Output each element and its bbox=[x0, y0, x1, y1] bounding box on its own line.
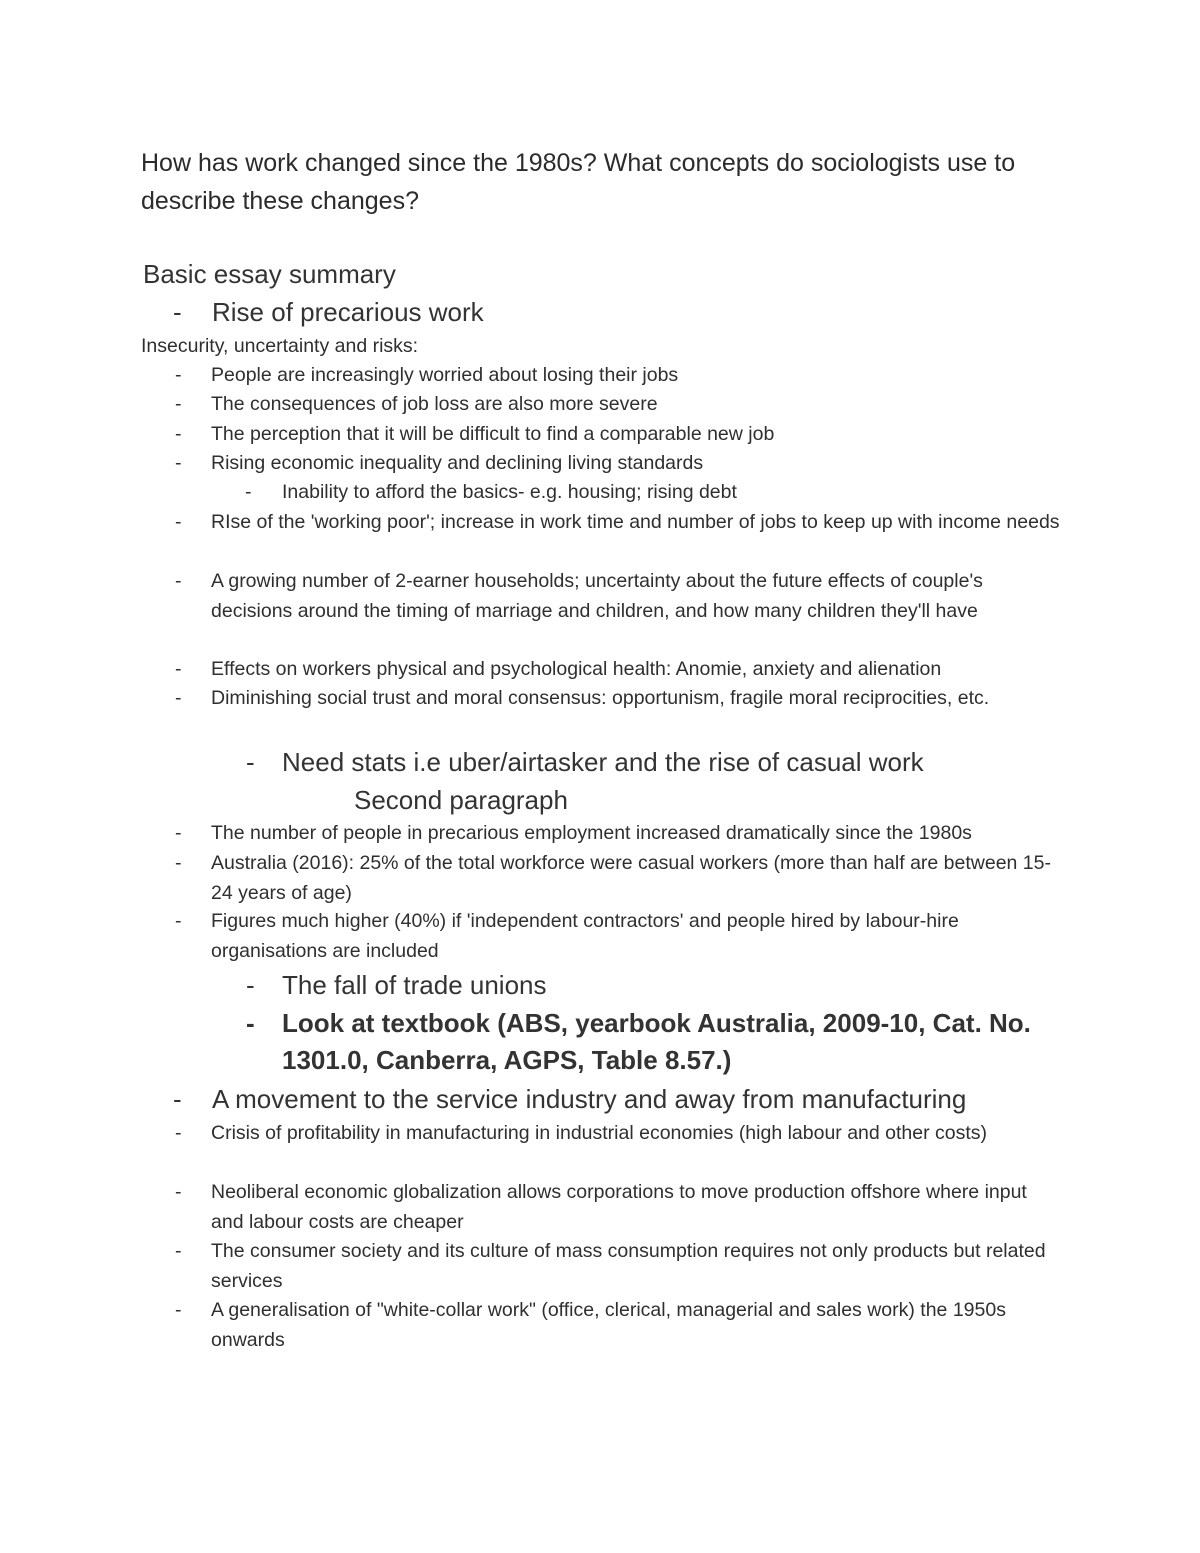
list-item-text: A generalisation of "white-collar work" (office, clerical, managerial and sales work) the 1950s onwards bbox=[211, 1299, 1006, 1351]
list-item-text: The perception that it will be difficult to find a comparable new job bbox=[211, 423, 775, 445]
bullet-dash: - bbox=[175, 423, 182, 445]
bullet-dash: - bbox=[246, 747, 255, 777]
summary-heading: Basic essay summary bbox=[143, 259, 396, 289]
list-item-text: People are increasingly worried about losing their jobs bbox=[211, 364, 679, 386]
second-paragraph-text: Second paragraph bbox=[354, 785, 568, 815]
bullet-dash: - bbox=[246, 970, 255, 1000]
page-title: How has work changed since the 1980s? What concepts do sociologists use to describe these changes? bbox=[141, 149, 1016, 215]
list-item-text: Australia (2016): 25% of the total workforce were casual workers (more than half are between 15-24 years of age) bbox=[211, 852, 1051, 904]
bullet-dash: - bbox=[175, 910, 182, 932]
insecurity-label: Insecurity, uncertainty and risks: bbox=[141, 335, 419, 357]
bullet-dash: - bbox=[175, 1299, 182, 1321]
bullet-dash: - bbox=[175, 658, 182, 680]
bullet-dash: - bbox=[175, 364, 182, 386]
bullet-dash: - bbox=[175, 393, 182, 415]
bullet-dash: - bbox=[175, 1240, 182, 1262]
list-item-text: Figures much higher (40%) if 'independent contractors' and people hired by labour-hire organisations are included bbox=[211, 910, 959, 962]
list-item-text: The consequences of job loss are also more severe bbox=[211, 393, 658, 415]
service-heading-text: A movement to the service industry and away from manufacturing bbox=[212, 1084, 967, 1114]
rise-heading: Rise of precarious work bbox=[212, 297, 484, 327]
list-item-text: A growing number of 2-earner households; uncertainty about the future effects of couple's decisions around the timing of marriage and children, and how many children they'll have bbox=[211, 570, 983, 622]
unions-heading-text: The fall of trade unions bbox=[282, 970, 547, 1000]
bullet-dash: - bbox=[246, 1008, 255, 1038]
bullet-dash: - bbox=[175, 822, 182, 844]
bullet-dash: - bbox=[175, 852, 182, 874]
list-item-text: The number of people in precarious employment increased dramatically since the 1980s bbox=[211, 822, 972, 844]
bullet-dash: - bbox=[175, 452, 182, 474]
bullet-dash: - bbox=[173, 1084, 182, 1114]
list-item-text: Neoliberal economic globalization allows corporations to move production offshore where input and labour costs are cheaper bbox=[211, 1181, 1027, 1233]
list-item-text: Diminishing social trust and moral consensus: opportunism, fragile moral reciprocities, etc. bbox=[211, 687, 990, 709]
list-item-text: RIse of the 'working poor'; increase in work time and number of jobs to keep up with income needs bbox=[211, 511, 1060, 533]
bullet-dash: - bbox=[175, 1122, 182, 1144]
bullet-dash: - bbox=[245, 481, 252, 503]
bullet-dash: - bbox=[175, 511, 182, 533]
textbook-note-text: Look at textbook (ABS, yearbook Australia, 2009-10, Cat. No. 1301.0, Canberra, AGPS, Table 8.57.) bbox=[282, 1008, 1031, 1075]
list-item-text: Rising economic inequality and declining living standards bbox=[211, 452, 704, 474]
list-item-text: Crisis of profitability in manufacturing in industrial economies (high labour and other costs) bbox=[211, 1122, 988, 1144]
list-item-text: Effects on workers physical and psychological health: Anomie, anxiety and alienation bbox=[211, 658, 942, 680]
list-item-text: The consumer society and its culture of mass consumption requires not only products but related services bbox=[211, 1240, 1046, 1292]
bullet-dash: - bbox=[175, 1181, 182, 1203]
stats-note-text: Need stats i.e uber/airtasker and the rise of casual work bbox=[282, 747, 924, 777]
bullet-dash: - bbox=[175, 570, 182, 592]
list-item-text: Inability to afford the basics- e.g. housing; rising debt bbox=[282, 481, 737, 503]
bullet-dash: - bbox=[175, 687, 182, 709]
bullet-dash: - bbox=[173, 297, 182, 327]
